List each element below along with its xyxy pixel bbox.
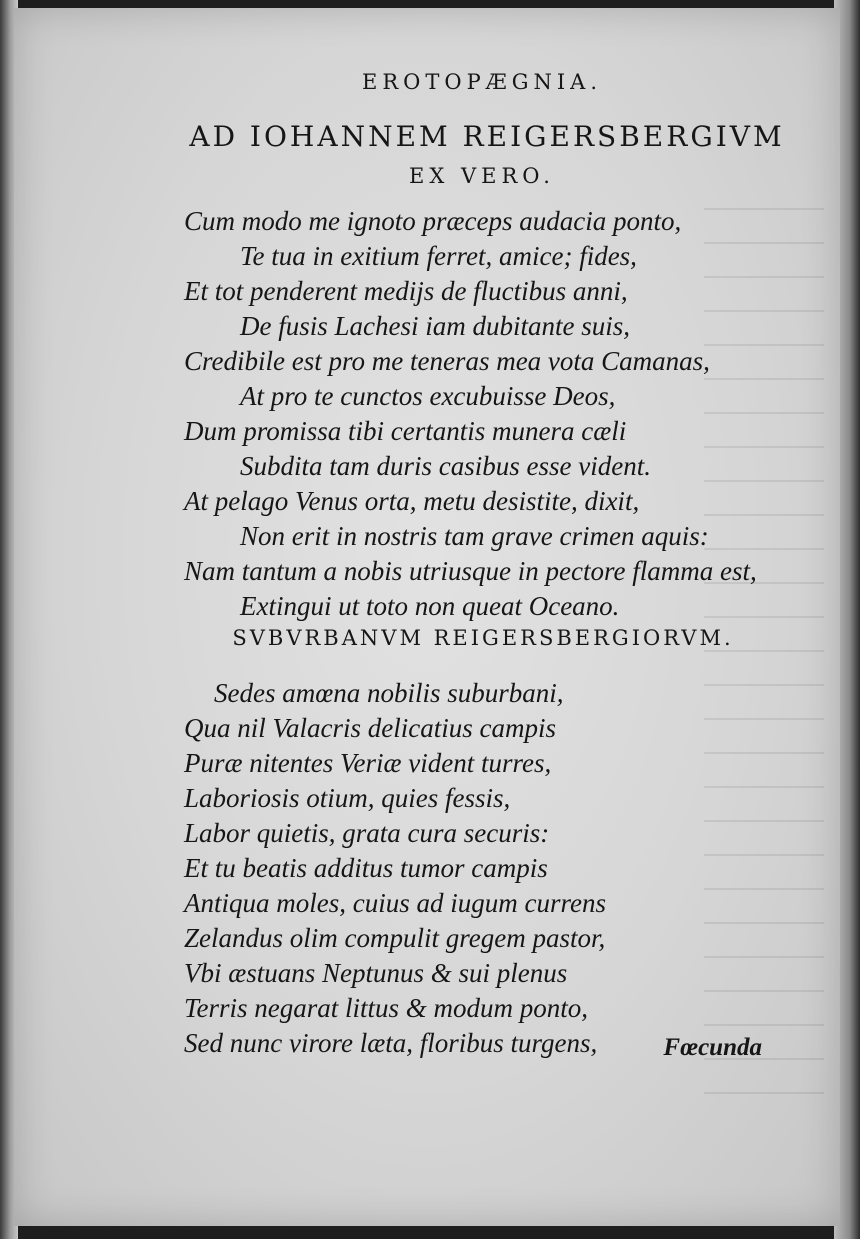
- section-title: SVBVRBANVM REIGERSBERGIORVM.: [232, 626, 734, 650]
- verse-line: Laboriosis otium, quies fessis,: [184, 783, 511, 813]
- verse-line: Nam tantum a nobis utriusque in pectore flamma est,: [184, 556, 757, 586]
- verse-line: Puræ nitentes Veriæ vident turres,: [184, 748, 552, 778]
- verse-line: At pro te cunctos excubuisse Deos,: [240, 381, 616, 411]
- verse-line: Non erit in nostris tam grave crimen aquis:: [240, 521, 709, 551]
- verse-line: Et tu beatis additus tumor campis: [184, 853, 548, 883]
- verse-line: Terris negarat littus & modum ponto,: [184, 993, 589, 1023]
- poem-subtitle: EX VERO.: [409, 164, 555, 188]
- poem-suburbanum: [184, 676, 824, 1061]
- verse-line: Et tot penderent medijs de fluctibus anni,: [184, 276, 628, 306]
- poem-ad-iohannem: [184, 204, 824, 624]
- running-head: EROTOPÆGNIA.: [361, 70, 603, 94]
- verse-line: Antiqua moles, cuius ad iugum currens: [184, 888, 606, 918]
- verse-line: Extingui ut toto non queat Oceano.: [240, 591, 620, 621]
- verse-line: Credibile est pro me teneras mea vota Camanas,: [184, 346, 710, 376]
- verse-line: Sedes amœna nobilis suburbani,: [214, 678, 564, 708]
- verse-line: Sed nunc virore læta, floribus turgens,: [184, 1028, 598, 1058]
- verse-line: Cum modo me ignoto præceps audacia ponto,: [184, 206, 682, 236]
- book-page: [14, 8, 840, 1226]
- verse-line: At pelago Venus orta, metu desistite, dixit,: [184, 486, 640, 516]
- verse-line: Subdita tam duris casibus esse vident.: [240, 451, 651, 481]
- page-text: [14, 8, 840, 1226]
- verse-line: Zelandus olim compulit gregem pastor,: [184, 923, 606, 953]
- verse-line: Te tua in exitium ferret, amice; fides,: [240, 241, 637, 271]
- verse-line: De fusis Lachesi iam dubitante suis,: [240, 311, 630, 341]
- verse-line: Qua nil Valacris delicatius campis: [184, 713, 556, 743]
- verse-line: Dum promissa tibi certantis munera cæli: [184, 416, 627, 446]
- verse-line: Vbi æstuans Neptunus & sui plenus: [184, 958, 568, 988]
- poem-title: AD IOHANNEM REIGERSBERGIVM: [189, 120, 785, 153]
- catchword: Fœcunda: [663, 1034, 762, 1061]
- verse-line: Labor quietis, grata cura securis:: [184, 818, 550, 848]
